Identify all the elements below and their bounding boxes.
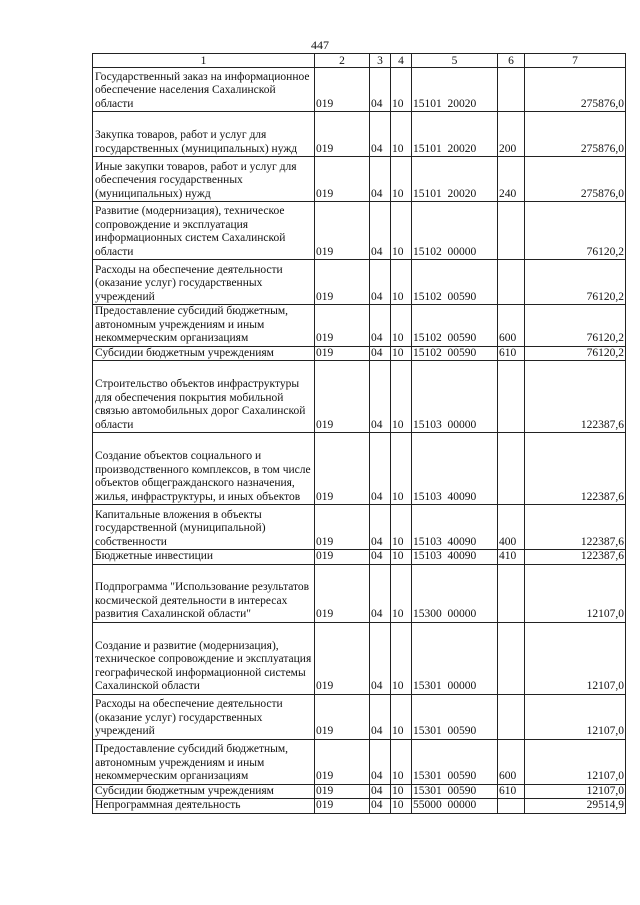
row-code-ministry: 019 — [315, 550, 370, 565]
header-col-4: 4 — [391, 54, 412, 68]
row-code-section: 04 — [370, 622, 391, 694]
row-code-expense — [498, 68, 525, 112]
row-code-expense — [498, 202, 525, 260]
table-row — [93, 346, 626, 361]
row-code-ministry: 019 — [315, 799, 370, 814]
row-code-target: 15301 00590 — [412, 739, 498, 784]
row-code-section: 04 — [370, 433, 391, 505]
row-code-expense — [498, 361, 525, 433]
row-code-ministry: 019 — [315, 202, 370, 260]
row-code-expense: 600 — [498, 739, 525, 784]
row-code-expense: 200 — [498, 112, 525, 157]
row-code-ministry: 019 — [315, 505, 370, 550]
table-row — [93, 68, 626, 112]
row-code-ministry: 019 — [315, 346, 370, 361]
row-name: Создание и развитие (модернизация), техническое сопровождение и эксплуатация географической информационной системы Сахалинской области — [93, 622, 315, 694]
row-code-target: 15301 00590 — [412, 784, 498, 799]
row-name: Строительство объектов инфраструктуры для обеспечения покрытия мобильной связью автомобильных дорог Сахалинской области — [93, 361, 315, 433]
row-name: Закупка товаров, работ и услуг для государственных (муниципальных) нужд — [93, 112, 315, 157]
header-col-7: 7 — [525, 54, 626, 68]
row-code-subsection: 10 — [391, 346, 412, 361]
row-code-subsection: 10 — [391, 550, 412, 565]
table-row — [93, 694, 626, 739]
row-code-target: 15102 00590 — [412, 346, 498, 361]
row-code-subsection: 10 — [391, 799, 412, 814]
row-amount: 29514,9 — [525, 799, 626, 814]
row-code-ministry: 019 — [315, 260, 370, 305]
row-code-ministry: 019 — [315, 784, 370, 799]
table-row — [93, 622, 626, 694]
row-code-target: 15101 20020 — [412, 112, 498, 157]
row-code-subsection: 10 — [391, 260, 412, 305]
table-row — [93, 433, 626, 505]
table-row — [93, 202, 626, 260]
row-code-subsection: 10 — [391, 202, 412, 260]
row-code-section: 04 — [370, 157, 391, 202]
row-code-expense: 610 — [498, 784, 525, 799]
table-row — [93, 305, 626, 347]
table-row — [93, 550, 626, 565]
row-code-section: 04 — [370, 784, 391, 799]
header-row — [93, 54, 626, 68]
row-code-target: 15300 00000 — [412, 564, 498, 622]
row-code-subsection: 10 — [391, 784, 412, 799]
row-code-ministry: 019 — [315, 694, 370, 739]
row-name: Развитие (модернизация), техническое сопровождение и эксплуатация информационных систем Сахалинской области — [93, 202, 315, 260]
row-code-section: 04 — [370, 361, 391, 433]
row-amount: 122387,6 — [525, 433, 626, 505]
table-row — [93, 505, 626, 550]
table-row — [93, 799, 626, 814]
row-code-expense: 240 — [498, 157, 525, 202]
row-code-subsection: 10 — [391, 622, 412, 694]
row-amount: 275876,0 — [525, 157, 626, 202]
row-code-target: 15101 20020 — [412, 157, 498, 202]
row-name: Расходы на обеспечение деятельности (оказание услуг) государственных учреждений — [93, 260, 315, 305]
table-row — [93, 112, 626, 157]
row-code-section: 04 — [370, 305, 391, 347]
row-code-subsection: 10 — [391, 112, 412, 157]
row-code-target: 15103 40090 — [412, 505, 498, 550]
row-code-ministry: 019 — [315, 305, 370, 347]
row-code-section: 04 — [370, 505, 391, 550]
row-code-subsection: 10 — [391, 739, 412, 784]
row-code-subsection: 10 — [391, 68, 412, 112]
row-code-section: 04 — [370, 260, 391, 305]
table-row — [93, 739, 626, 784]
row-code-expense: 400 — [498, 505, 525, 550]
row-code-target: 15103 40090 — [412, 433, 498, 505]
row-code-target: 55000 00000 — [412, 799, 498, 814]
row-name: Подпрограмма "Использование результатов космической деятельности в интересах развития Сахалинской области" — [93, 564, 315, 622]
table-row — [93, 157, 626, 202]
row-amount: 122387,6 — [525, 550, 626, 565]
row-amount: 12107,0 — [525, 694, 626, 739]
row-amount: 76120,2 — [525, 260, 626, 305]
row-code-expense: 410 — [498, 550, 525, 565]
row-code-ministry: 019 — [315, 157, 370, 202]
row-code-section: 04 — [370, 202, 391, 260]
header-col-1: 1 — [93, 54, 315, 68]
row-code-subsection: 10 — [391, 305, 412, 347]
row-name: Предоставление субсидий бюджетным, автономным учреждениям и иным некоммерческим организациям — [93, 739, 315, 784]
table-row — [93, 361, 626, 433]
table-row — [93, 260, 626, 305]
row-code-target: 15103 40090 — [412, 550, 498, 565]
row-code-ministry: 019 — [315, 622, 370, 694]
row-code-target: 15102 00000 — [412, 202, 498, 260]
row-code-expense: 610 — [498, 346, 525, 361]
header-col-6: 6 — [498, 54, 525, 68]
row-code-section: 04 — [370, 564, 391, 622]
row-name: Создание объектов социального и производственного комплексов, в том числе объектов общегражданского назначения, жилья, инфраструктуры, и иных объектов — [93, 433, 315, 505]
row-amount: 12107,0 — [525, 564, 626, 622]
row-code-expense — [498, 564, 525, 622]
row-code-section: 04 — [370, 694, 391, 739]
row-code-ministry: 019 — [315, 433, 370, 505]
row-name: Субсидии бюджетным учреждениям — [93, 346, 315, 361]
row-code-subsection: 10 — [391, 157, 412, 202]
row-code-section: 04 — [370, 346, 391, 361]
row-code-subsection: 10 — [391, 433, 412, 505]
row-code-section: 04 — [370, 112, 391, 157]
row-code-expense — [498, 622, 525, 694]
row-code-target: 15301 00000 — [412, 622, 498, 694]
row-code-ministry: 019 — [315, 68, 370, 112]
row-code-expense — [498, 260, 525, 305]
row-code-subsection: 10 — [391, 694, 412, 739]
row-code-subsection: 10 — [391, 564, 412, 622]
row-code-ministry: 019 — [315, 112, 370, 157]
row-amount: 76120,2 — [525, 346, 626, 361]
row-name: Иные закупки товаров, работ и услуг для обеспечения государственных (муниципальных) нужд — [93, 157, 315, 202]
budget-table — [92, 53, 626, 814]
row-amount: 12107,0 — [525, 622, 626, 694]
row-amount: 76120,2 — [525, 202, 626, 260]
row-code-target: 15301 00590 — [412, 694, 498, 739]
row-code-target: 15103 00000 — [412, 361, 498, 433]
row-code-ministry: 019 — [315, 361, 370, 433]
row-code-target: 15102 00590 — [412, 305, 498, 347]
row-amount: 12107,0 — [525, 784, 626, 799]
row-code-ministry: 019 — [315, 564, 370, 622]
table-row — [93, 784, 626, 799]
row-code-target: 15102 00590 — [412, 260, 498, 305]
row-amount: 122387,6 — [525, 361, 626, 433]
header-col-2: 2 — [315, 54, 370, 68]
row-name: Предоставление субсидий бюджетным, автономным учреждениям и иным некоммерческим организациям — [93, 305, 315, 347]
row-code-section: 04 — [370, 739, 391, 784]
row-amount: 122387,6 — [525, 505, 626, 550]
header-col-5: 5 — [412, 54, 498, 68]
row-code-expense — [498, 433, 525, 505]
table-row — [93, 564, 626, 622]
row-code-target: 15101 20020 — [412, 68, 498, 112]
row-amount: 76120,2 — [525, 305, 626, 347]
row-code-expense — [498, 694, 525, 739]
row-amount: 275876,0 — [525, 112, 626, 157]
row-code-expense — [498, 799, 525, 814]
page-number: 447 — [311, 38, 329, 52]
row-code-ministry: 019 — [315, 739, 370, 784]
header-col-3: 3 — [370, 54, 391, 68]
row-code-section: 04 — [370, 68, 391, 112]
row-name: Субсидии бюджетным учреждениям — [93, 784, 315, 799]
row-name: Расходы на обеспечение деятельности (оказание услуг) государственных учреждений — [93, 694, 315, 739]
row-name: Государственный заказ на информационное обеспечение населения Сахалинской области — [93, 68, 315, 112]
row-code-section: 04 — [370, 550, 391, 565]
row-name: Непрограммная деятельность — [93, 799, 315, 814]
row-name: Капитальные вложения в объекты государственной (муниципальной) собственности — [93, 505, 315, 550]
row-code-subsection: 10 — [391, 505, 412, 550]
row-amount: 275876,0 — [525, 68, 626, 112]
row-amount: 12107,0 — [525, 739, 626, 784]
row-code-expense: 600 — [498, 305, 525, 347]
row-name: Бюджетные инвестиции — [93, 550, 315, 565]
row-code-subsection: 10 — [391, 361, 412, 433]
row-code-section: 04 — [370, 799, 391, 814]
